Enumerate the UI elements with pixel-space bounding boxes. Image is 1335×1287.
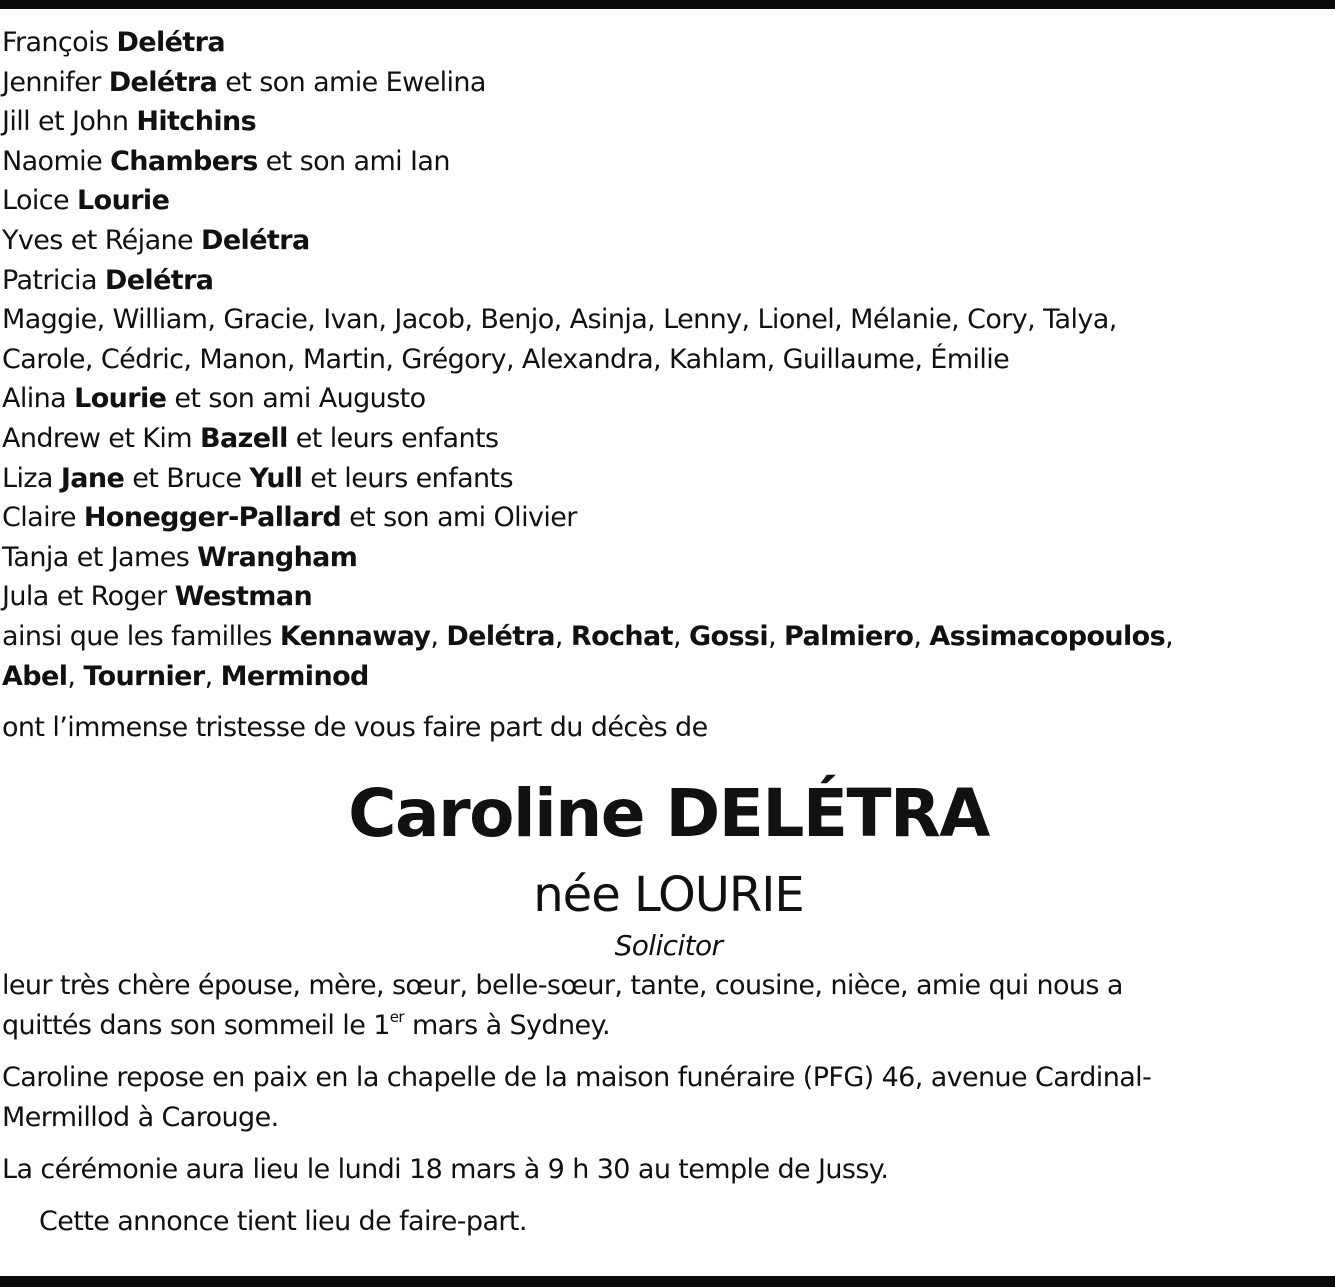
families-prefix: ainsi que les familles	[2, 620, 280, 652]
family-surname: Rochat	[570, 620, 673, 652]
family-line-liza	[2, 459, 1335, 499]
relation-text: et leurs enfants	[302, 462, 514, 494]
surname: Jane	[60, 462, 125, 494]
family-line	[2, 63, 1335, 103]
family-line	[2, 498, 1335, 538]
family-line	[2, 300, 1335, 340]
surname: Chambers	[110, 145, 258, 177]
family-surname: Palmiero	[784, 620, 914, 652]
given-name: Yves et Réjane	[2, 224, 202, 256]
surname: Bazell	[199, 422, 288, 454]
bottom-rule	[0, 1276, 1335, 1287]
paragraph-relation-line-1: leur très chère épouse, mère, sœur, belle-sœur, tante, cousine, nièce, amie qui nous a	[2, 970, 1123, 1002]
relation-text: et son ami Ian	[257, 145, 450, 177]
given-name: et Bruce	[124, 462, 250, 494]
surname: Yull	[249, 462, 303, 494]
given-name: Jennifer	[2, 66, 109, 98]
family-surname: Assimacopoulos	[929, 620, 1166, 652]
family-line	[2, 102, 1335, 142]
given-name: Jula et Roger	[2, 581, 175, 613]
family-line	[2, 340, 1335, 380]
family-line	[2, 142, 1335, 182]
surname: Delétra	[201, 224, 310, 256]
surname: Lourie	[77, 185, 170, 217]
surname: Honegger-Pallard	[83, 502, 342, 534]
family-surname: Merminod	[220, 660, 369, 692]
given-name: Loice	[2, 185, 78, 217]
given-name: Jill et John	[2, 106, 137, 138]
family-line	[2, 538, 1335, 578]
relation-text: et son ami Augusto	[166, 383, 426, 415]
surname: Hitchins	[136, 106, 257, 138]
intro-text: ont l’immense tristesse de vous faire part du décès de	[2, 712, 708, 744]
given-name: Claire	[2, 502, 84, 534]
obituary-notice	[2, 23, 1335, 1242]
surname: Delétra	[116, 27, 225, 58]
given-name: Maggie, William, Gracie, Ivan, Jacob, Benjo, Asinja, Lenny, Lionel, Mélanie, Cory, Talya,	[2, 304, 1117, 336]
maiden-name: née LOURIE	[533, 867, 804, 924]
families-line-1: ainsi que les familles Kennaway, Delétra, Rochat, Gossi, Palmiero, Assimacopoulos,	[2, 620, 1174, 652]
relation-text: et son amie Ewelina	[217, 66, 486, 98]
family-list	[2, 23, 1335, 459]
relation-text: et leurs enfants	[287, 422, 499, 454]
paragraph-ceremony: La cérémonie aura lieu le lundi 18 mars à 9 h 30 au temple de Jussy.	[2, 1154, 889, 1186]
given-name: Patricia	[2, 264, 105, 296]
paragraph-rest-line-2: Mermillod à Carouge.	[2, 1102, 279, 1134]
date-text: quittés dans son sommeil le 1	[2, 1010, 390, 1042]
family-surname: Abel	[2, 660, 68, 692]
family-line	[2, 379, 1335, 419]
family-surname: Tournier	[83, 660, 205, 692]
given-name: Tanja et James	[2, 541, 198, 573]
family-line	[2, 23, 1335, 63]
given-name: Andrew et Kim	[2, 422, 200, 454]
top-rule	[0, 0, 1335, 9]
paragraph-rest-line-1: Caroline repose en paix en la chapelle de la maison funéraire (PFG) 46, avenue Cardinal-	[2, 1062, 1152, 1094]
paragraph-relation-line-2	[2, 1006, 1335, 1046]
families-line-2: Abel, Tournier, Merminod	[2, 660, 369, 692]
family-surname: Kennaway	[279, 620, 431, 652]
closing-note: Cette annonce tient lieu de faire-part.	[39, 1206, 527, 1238]
family-line	[2, 419, 1335, 459]
given-name: Naomie	[2, 145, 111, 177]
profession: Solicitor	[614, 929, 723, 963]
surname: Delétra	[104, 264, 214, 296]
surname: Wrangham	[197, 541, 358, 573]
family-list-2	[2, 498, 1335, 617]
family-line	[2, 261, 1335, 301]
surname: Lourie	[74, 383, 167, 415]
place-text: mars à Sydney.	[403, 1010, 610, 1042]
given-name: Carole, Cédric, Manon, Martin, Grégory, Alexandra, Kahlam, Guillaume, Émilie	[2, 343, 1010, 375]
deceased-name: Caroline DELÉTRA	[348, 775, 989, 853]
family-line	[2, 577, 1335, 617]
given-name: Alina	[2, 383, 75, 415]
family-surname: Delétra	[446, 620, 555, 652]
relation-text: et son ami Olivier	[341, 502, 577, 534]
ordinal-superscript: er	[389, 1008, 404, 1027]
surname: Delétra	[108, 66, 218, 98]
family-surname: Gossi	[688, 620, 769, 652]
given-name: François	[2, 27, 117, 58]
family-line	[2, 221, 1335, 261]
surname: Westman	[174, 581, 313, 613]
family-line	[2, 181, 1335, 221]
given-name: Liza	[2, 462, 61, 494]
